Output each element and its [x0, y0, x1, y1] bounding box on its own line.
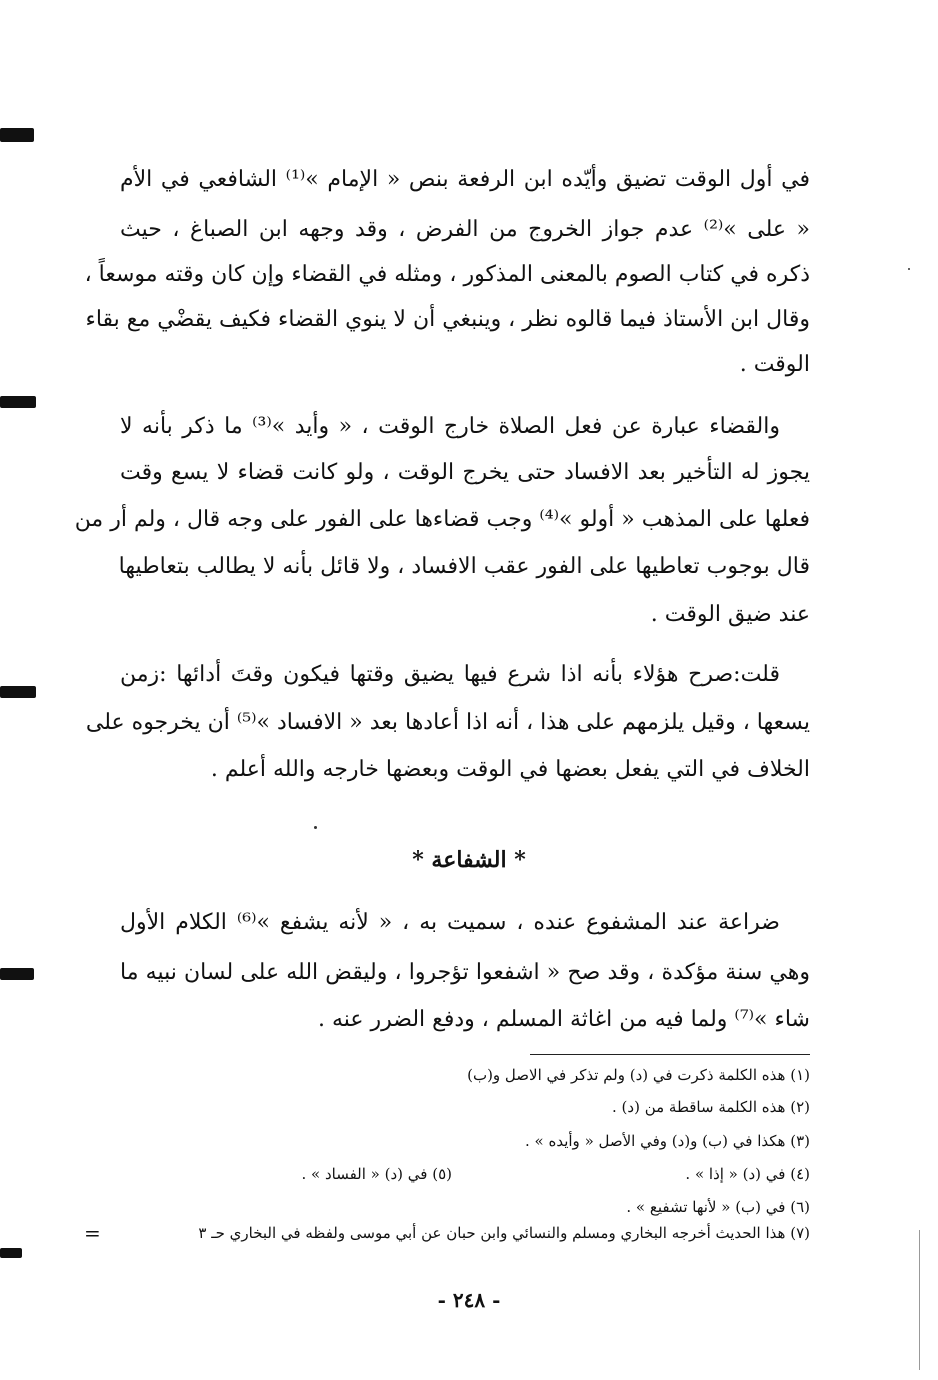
- body-line: يسعها ، وقيل يلزمهم على هذا ، أنه اذا أعادها بعد « الافساد »⁽⁵⁾ أن يخرجوه على: [85, 710, 810, 735]
- scan-margin-mark: [0, 396, 36, 408]
- body-line: وهي سنة مؤكدة ، وقد صح « اشفعوا تؤجروا ، وليقض الله على لسان نبيه ما: [120, 960, 810, 985]
- footnote: (٤) في (د) « إذا » .: [685, 1165, 810, 1183]
- body-line: قلت:صرح هؤلاء بأنه اذا شرع فيها يضيق وقتها فيكون وقتَ أدائها :زمن: [120, 662, 780, 687]
- scan-edge-line: [919, 1230, 920, 1370]
- body-line: قال بوجوب تعاطيها على الفور عقب الافساد ، ولا قائل بأنه لا يطالب بتعاطيها: [118, 554, 810, 579]
- body-line: ضراعة عند المشفوع عنده ، سميت به ، « لأنه يشفع »⁽⁶⁾ الكلام الأول: [120, 910, 780, 935]
- scan-speck: [908, 268, 910, 270]
- scan-margin-mark: [0, 686, 36, 698]
- body-line: « على »⁽²⁾ عدم جواز الخروج من الفرض ، وقد وجهه ابن الصباغ ، حيث: [120, 217, 810, 242]
- body-line: الوقت .: [739, 352, 810, 377]
- footnote: (١) هذه الكلمة ذكرت في (د) ولم تذكر في الاصل و(ب): [467, 1066, 810, 1084]
- footnote: (٢) هذه الكلمة ساقطة من (د) .: [612, 1098, 810, 1116]
- footnote-continuation-mark: =: [84, 1221, 101, 1245]
- footnote: (٦) في (ب) « لأنها تشفيع » .: [626, 1198, 810, 1216]
- body-line: عند ضيق الوقت .: [650, 602, 810, 627]
- body-line: ذكره في كتاب الصوم بالمعنى المذكور ، ومثله في القضاء وإن كان وقته موسعاً ،: [84, 262, 810, 287]
- scan-speck: [314, 826, 317, 829]
- body-line: الخلاف في التي يفعل بعضها في الوقت وبعضها خارجه والله أعلم .: [210, 757, 810, 782]
- body-line: والقضاء عبارة عن فعل الصلاة خارج الوقت ، « وأيد »⁽³⁾ ما ذكر بأنه لا: [120, 414, 780, 439]
- body-line: يجوز له التأخير بعد الافساد حتى يخرج الوقت ، ولو كانت قضاء لا يسع وقت: [120, 460, 810, 485]
- footnote: (٣) هكذا في (ب) و(د) وفي الأصل « وأيده » .: [525, 1132, 810, 1150]
- scan-margin-mark: [0, 1248, 22, 1258]
- scan-margin-mark: [0, 968, 34, 980]
- scan-margin-mark: [0, 128, 34, 142]
- body-line: شاء »⁽⁷⁾ ولما فيه من اغاثة المسلم ، ودفع الضرر عنه .: [317, 1007, 810, 1032]
- footnote: (٧) هذا الحديث أخرجه البخاري ومسلم والنسائي وابن حبان عن أبي موسى ولفظه في البخاري حـ ٣: [198, 1224, 810, 1242]
- page-number: - ٢٤٨ -: [437, 1288, 501, 1312]
- section-heading: * الشفاعة *: [412, 847, 526, 873]
- body-line: وقال ابن الأستاذ فيما قالوه نظر ، وينبغي أن لا ينوي القضاء فكيف يقضْي مع بقاء: [85, 307, 810, 332]
- body-line: في أول الوقت تضيق وأيّده ابن الرفعة بنص « الإمام »⁽¹⁾ الشافعي في الأم: [120, 167, 810, 192]
- footnote: (٥) في (د) « الفساد » .: [301, 1165, 452, 1183]
- body-line: فعلها على المذهب « أولو »⁽⁴⁾ وجب قضاءها على الفور على وجه قال ، ولم أر من: [74, 507, 810, 532]
- footnote-separator: [530, 1054, 810, 1055]
